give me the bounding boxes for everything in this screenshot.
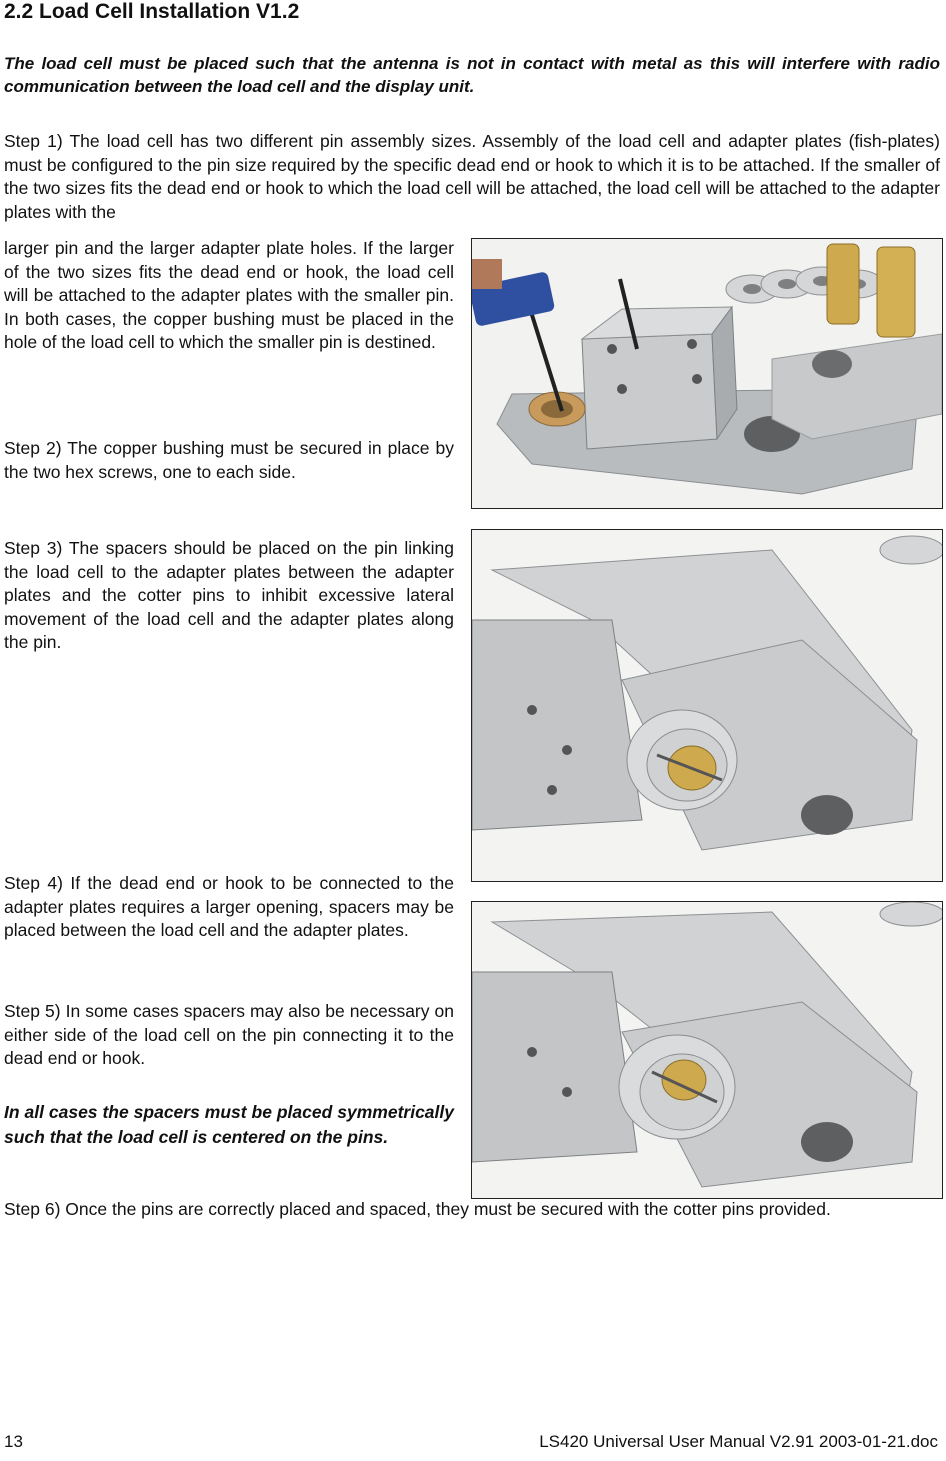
- photo-centered-spacers: [471, 901, 943, 1199]
- step-1-paragraph: Step 1) The load cell has two different pin assembly sizes. Assembly of the load cell and adapter plates (fish-plates) must be configured to the pin size required by the specific dead end or hook to which it is to be attached. If the smaller of the two sizes fits the dead end or hook to which the load cell will be attached, the load cell will be attached to the adapter plates with the: [4, 131, 940, 222]
- section-heading: 2.2 Load Cell Installation V1.2: [4, 0, 300, 23]
- step-4-paragraph: Step 4) If the dead end or hook to be connected to the adapter plates requires a larger opening, spacers may be placed between the load cell and the adapter plates.: [4, 873, 454, 940]
- step-1-continuation: larger pin and the larger adapter plate holes. If the larger of the two sizes fits the dead end or hook, the load cell will be attached to the adapter plates with the smaller pin. In both cases, the copper bushing must be placed in the hole of the load cell to which the smaller pin is destined.: [4, 238, 454, 352]
- antenna-warning: The load cell must be placed such that the antenna is not in contact with metal as this will interfere with radio communication between the load cell and the display unit.: [4, 54, 940, 96]
- spacers-emphasis-note: In all cases the spacers must be placed symmetrically such that the load cell is centered on the pins.: [4, 1102, 454, 1147]
- page-number: 13: [4, 1432, 23, 1451]
- photo-spacers-on-pin: [471, 529, 943, 882]
- step-2-paragraph: Step 2) The copper bushing must be secured in place by the two hex screws, one to each side.: [4, 438, 454, 482]
- photo-copper-bushing-installation: [471, 238, 943, 509]
- step-6-paragraph: Step 6) Once the pins are correctly placed and spaced, they must be secured with the cotter pins provided.: [4, 1199, 831, 1219]
- step-3-paragraph: Step 3) The spacers should be placed on the pin linking the load cell to the adapter plates between the adapter plates and the cotter pins to inhibit excessive lateral movement of the load cell and the adapter plates along the pin.: [4, 538, 454, 652]
- document-footer: LS420 Universal User Manual V2.91 2003-01-21.doc: [539, 1432, 938, 1451]
- step-5-paragraph: Step 5) In some cases spacers may also be necessary on either side of the load cell on the pin connecting it to the dead end or hook.: [4, 1001, 454, 1068]
